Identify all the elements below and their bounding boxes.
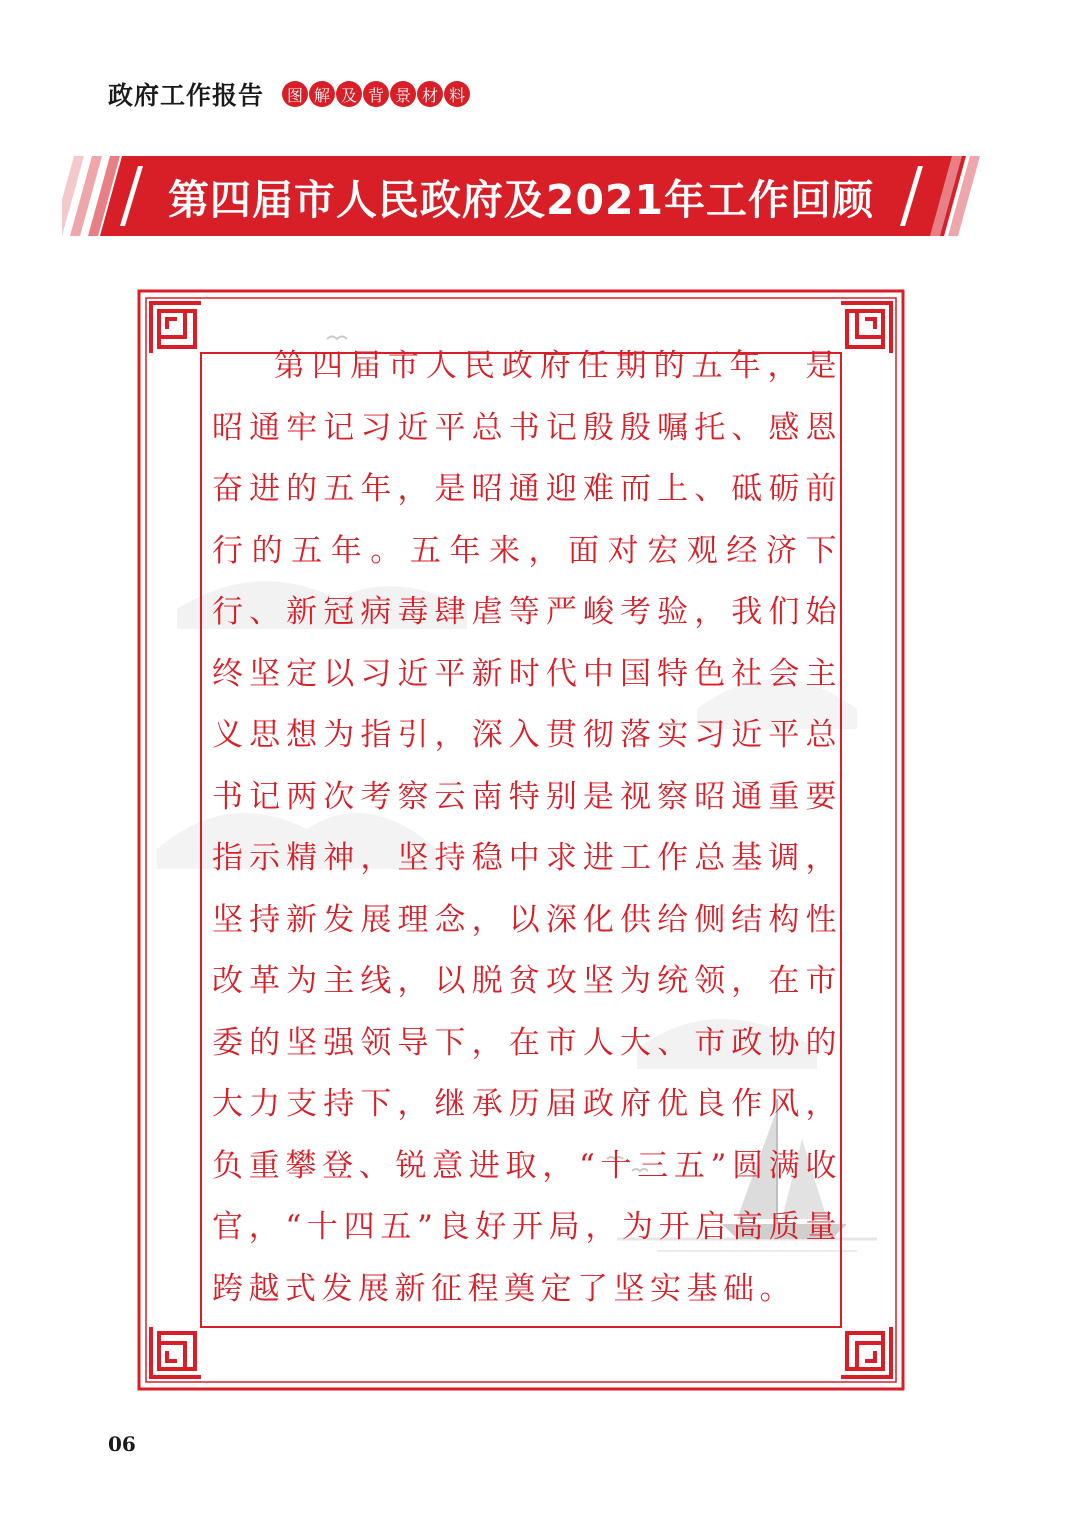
corner-fret-bottom-right xyxy=(841,1327,891,1377)
body-paragraph: 第四届市人民政府任期的五年，是昭通牢记习近平总书记殷殷嘱托、感恩奋进的五年，是昭通迎难而上、砥砺前行的五年。五年来，面对宏观经济下行、新冠病毒肆虐等严峻考验，我们始终坚定以习近平新时代中国特色社会主义思想为指引，深入贯彻落实习近平总书记两次考察云南特别是视察昭通重要指示精神，坚持稳中求进工作总基调，坚持新发展理念，以深化供给侧结构性改革为主线，以脱贫攻坚为统领，在市委的坚强领导下，在市人大、市政协的大力支持下，继承历届政府优良作风，负重攀登、锐意进取，“十三五”圆满收官，“十四五”良好开局，为开启高质量跨越式发展新征程奠定了坚实基础。 xyxy=(212,348,842,1307)
corner-fret-top-right xyxy=(841,303,891,353)
seal-char: 料 xyxy=(444,81,470,107)
corner-fret-bottom-left xyxy=(151,1327,201,1377)
seal-char: 材 xyxy=(417,81,443,107)
seal-char: 图 xyxy=(282,81,308,107)
seal-char: 及 xyxy=(336,81,362,107)
banner-title: 第四届市人民政府及2021年工作回顾 xyxy=(167,175,875,224)
page-header xyxy=(108,76,470,112)
title-banner xyxy=(62,156,980,236)
corner-fret-top-left xyxy=(151,303,201,353)
header-title: 政府工作报告 xyxy=(108,81,265,110)
header-seal-stamps xyxy=(282,81,470,107)
seal-char: 景 xyxy=(390,81,416,107)
seal-char: 背 xyxy=(363,81,389,107)
seal-char: 解 xyxy=(309,81,335,107)
page-number: 06 xyxy=(108,1432,136,1456)
